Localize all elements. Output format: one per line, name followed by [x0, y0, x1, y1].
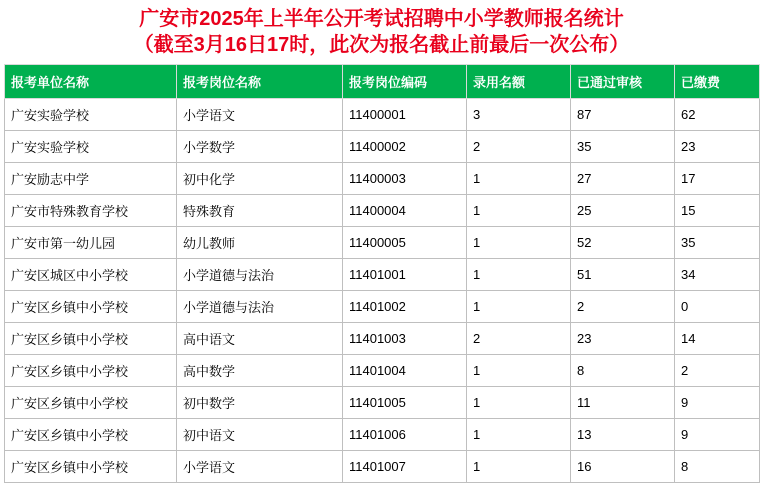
cell-approved: 11: [571, 387, 675, 419]
cell-paid: 2: [675, 355, 760, 387]
table-row: [5, 355, 760, 387]
title-line-2: （截至3月16日17时，此次为报名截止前最后一次公布）: [133, 34, 630, 56]
cell-position: 小学道德与法治: [177, 259, 343, 291]
cell-approved: 13: [571, 419, 675, 451]
cell-code: 11400002: [343, 131, 467, 163]
cell-position: 初中语文: [177, 419, 343, 451]
cell-code: 11400001: [343, 99, 467, 131]
column-header-approved: 已通过审核: [571, 65, 675, 99]
cell-position: 小学语文: [177, 451, 343, 483]
column-header-unit: 报考单位名称: [5, 65, 177, 99]
table-row: [5, 259, 760, 291]
cell-paid: 0: [675, 291, 760, 323]
cell-approved: 51: [571, 259, 675, 291]
cell-approved: 87: [571, 99, 675, 131]
table-row: [5, 387, 760, 419]
cell-paid: 34: [675, 259, 760, 291]
cell-code: 11400005: [343, 227, 467, 259]
cell-position: 幼儿教师: [177, 227, 343, 259]
cell-code: 11401006: [343, 419, 467, 451]
cell-approved: 8: [571, 355, 675, 387]
cell-approved: 25: [571, 195, 675, 227]
cell-approved: 27: [571, 163, 675, 195]
column-header-paid: 已缴费: [675, 65, 760, 99]
cell-quota: 1: [467, 163, 571, 195]
cell-unit: 广安实验学校: [5, 99, 177, 131]
column-header-code: 报考岗位编码: [343, 65, 467, 99]
cell-unit: 广安实验学校: [5, 131, 177, 163]
cell-position: 小学数学: [177, 131, 343, 163]
cell-quota: 1: [467, 195, 571, 227]
cell-paid: 17: [675, 163, 760, 195]
table-row: [5, 99, 760, 131]
table-row: [5, 451, 760, 483]
cell-position: 初中数学: [177, 387, 343, 419]
cell-code: 11401003: [343, 323, 467, 355]
cell-position: 高中数学: [177, 355, 343, 387]
cell-position: 小学道德与法治: [177, 291, 343, 323]
cell-unit: 广安区乡镇中小学校: [5, 291, 177, 323]
column-header-position: 报考岗位名称: [177, 65, 343, 99]
cell-position: 小学语文: [177, 99, 343, 131]
table-body: [5, 99, 760, 483]
table-row: [5, 323, 760, 355]
table-row: [5, 419, 760, 451]
cell-quota: 1: [467, 355, 571, 387]
table-row: [5, 163, 760, 195]
cell-quota: 2: [467, 131, 571, 163]
cell-unit: 广安区乡镇中小学校: [5, 323, 177, 355]
cell-code: 11400004: [343, 195, 467, 227]
cell-quota: 1: [467, 291, 571, 323]
cell-unit: 广安市特殊教育学校: [5, 195, 177, 227]
title-line-1: 广安市2025年上半年公开考试招聘中小学教师报名统计: [139, 8, 624, 30]
cell-paid: 9: [675, 419, 760, 451]
cell-position: 特殊教育: [177, 195, 343, 227]
document-title: [0, 0, 763, 60]
cell-unit: 广安励志中学: [5, 163, 177, 195]
column-header-quota: 录用名额: [467, 65, 571, 99]
cell-code: 11401005: [343, 387, 467, 419]
cell-paid: 14: [675, 323, 760, 355]
cell-quota: 1: [467, 227, 571, 259]
cell-quota: 1: [467, 387, 571, 419]
registration-stats-table: [4, 64, 760, 483]
table-header-row: [5, 65, 760, 99]
cell-code: 11401004: [343, 355, 467, 387]
cell-unit: 广安区乡镇中小学校: [5, 387, 177, 419]
cell-quota: 2: [467, 323, 571, 355]
cell-paid: 15: [675, 195, 760, 227]
cell-code: 11401001: [343, 259, 467, 291]
table-row: [5, 131, 760, 163]
cell-paid: 35: [675, 227, 760, 259]
table-row: [5, 195, 760, 227]
cell-approved: 35: [571, 131, 675, 163]
cell-code: 11401007: [343, 451, 467, 483]
cell-paid: 8: [675, 451, 760, 483]
cell-paid: 62: [675, 99, 760, 131]
cell-paid: 23: [675, 131, 760, 163]
cell-approved: 2: [571, 291, 675, 323]
cell-quota: 1: [467, 259, 571, 291]
cell-paid: 9: [675, 387, 760, 419]
cell-approved: 52: [571, 227, 675, 259]
cell-unit: 广安区乡镇中小学校: [5, 355, 177, 387]
cell-approved: 23: [571, 323, 675, 355]
cell-code: 11401002: [343, 291, 467, 323]
cell-unit: 广安市第一幼儿园: [5, 227, 177, 259]
cell-approved: 16: [571, 451, 675, 483]
cell-code: 11400003: [343, 163, 467, 195]
cell-position: 高中语文: [177, 323, 343, 355]
cell-quota: 3: [467, 99, 571, 131]
cell-position: 初中化学: [177, 163, 343, 195]
cell-unit: 广安区城区中小学校: [5, 259, 177, 291]
cell-quota: 1: [467, 419, 571, 451]
table-row: [5, 227, 760, 259]
cell-unit: 广安区乡镇中小学校: [5, 419, 177, 451]
cell-quota: 1: [467, 451, 571, 483]
table-row: [5, 291, 760, 323]
cell-unit: 广安区乡镇中小学校: [5, 451, 177, 483]
